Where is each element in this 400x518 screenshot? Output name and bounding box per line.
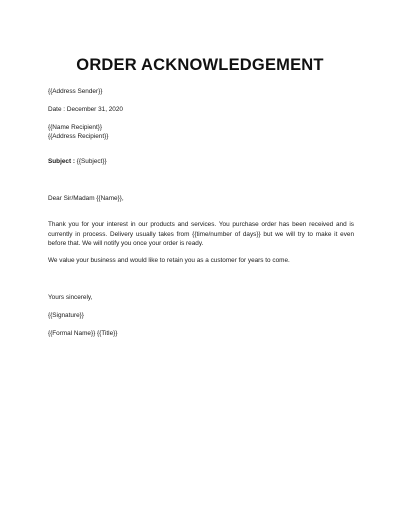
subject-line — [48, 158, 107, 166]
address-sender: {{Address Sender}} — [48, 88, 103, 95]
signature-placeholder: {{Signature}} — [48, 312, 84, 319]
name-recipient: {{Name Recipient}} — [48, 124, 103, 131]
closing-line: Yours sincerely, — [48, 294, 93, 301]
date-line: Date : December 31, 2020 — [48, 106, 123, 113]
body-paragraph-2: We value your business and would like to retain you as a customer for years to come. — [48, 257, 290, 264]
document-title: ORDER ACKNOWLEDGEMENT — [76, 56, 324, 74]
formal-name-title: {{Formal Name}} {{Title}} — [48, 330, 118, 337]
subject-value: {{Subject}} — [75, 158, 107, 165]
salutation: Dear Sir/Madam {{Name}}, — [48, 195, 124, 202]
body-paragraph-1: Thank you for your interest in our products and services. You purchase order has been received and is currently in process. Delivery usually takes from {{time/number of days}} but we will try to make it even before that. We will notify you once your order is ready. — [48, 221, 354, 248]
subject-label: Subject : — [48, 158, 75, 165]
address-recipient: {{Address Recipient}} — [48, 133, 109, 140]
